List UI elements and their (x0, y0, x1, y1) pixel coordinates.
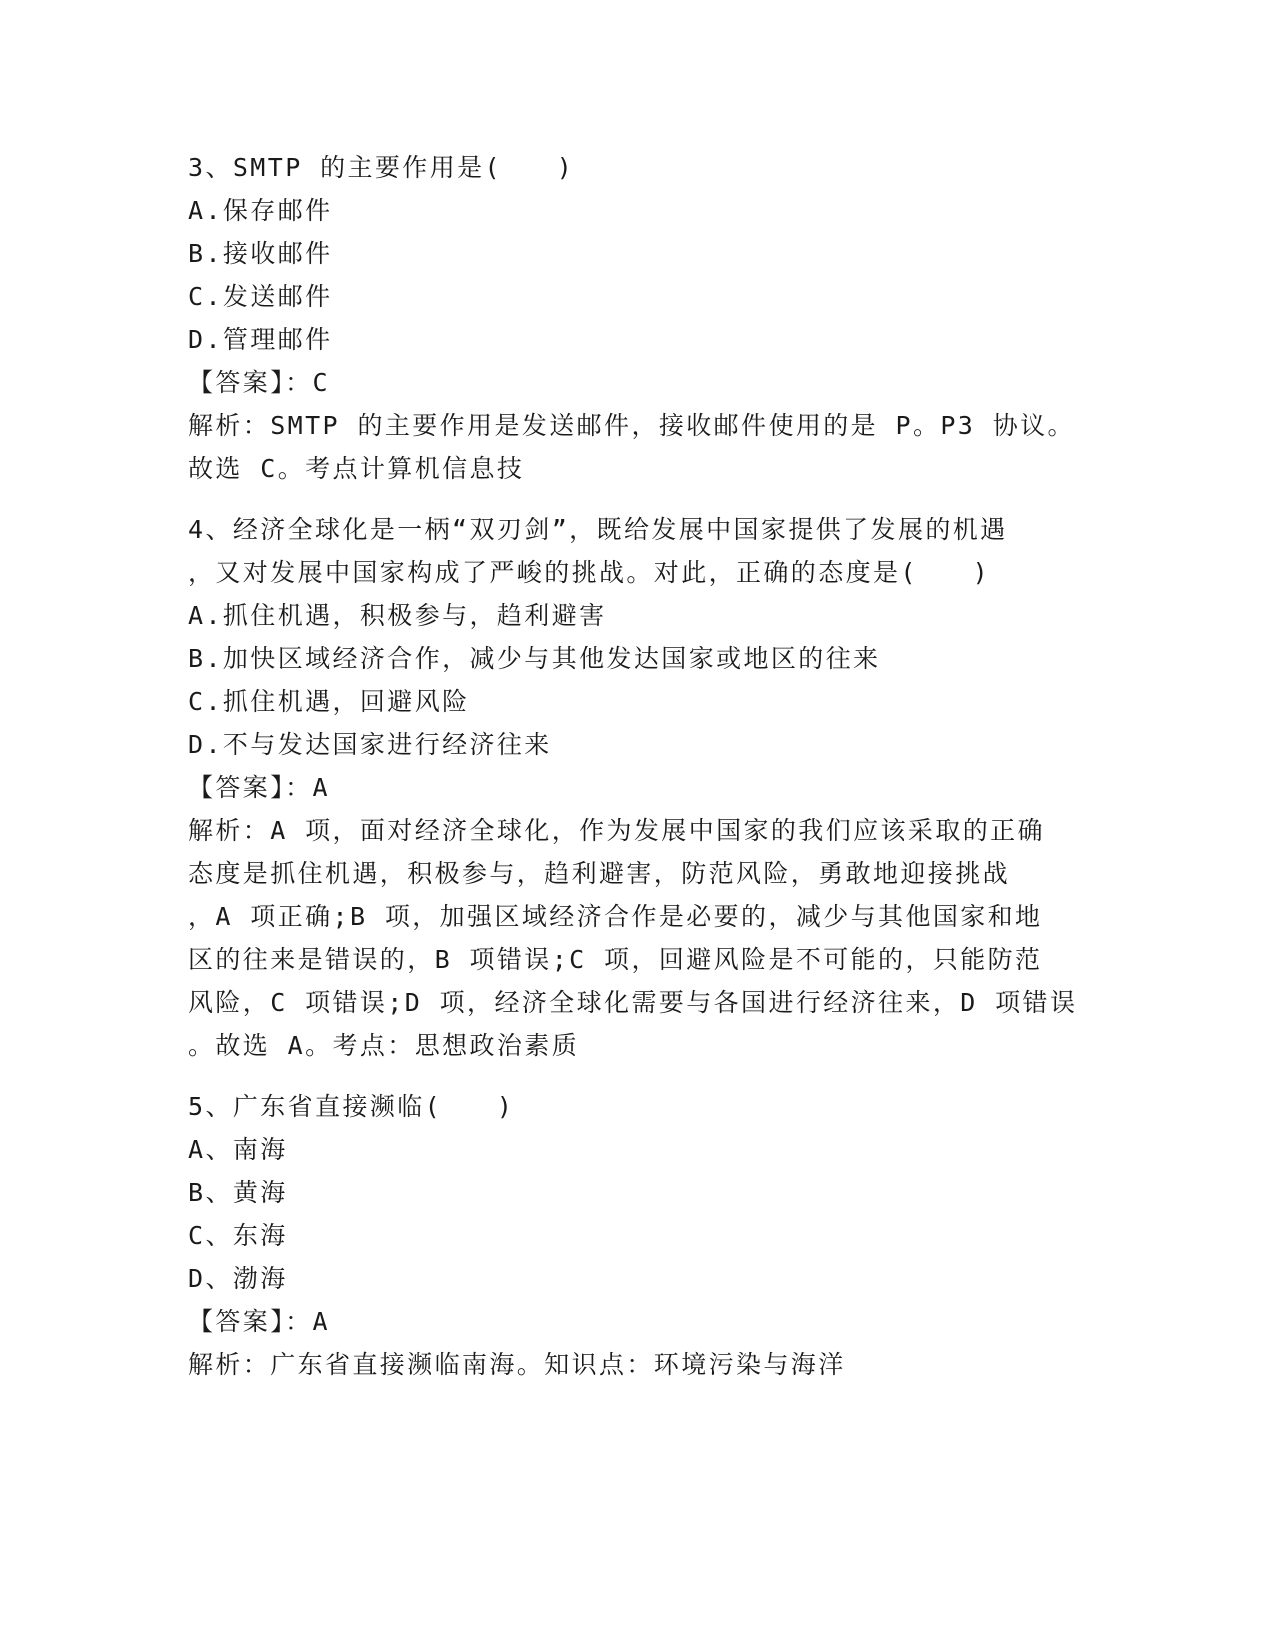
option-b: B.接收邮件 (188, 239, 333, 268)
option-d: D、渤海 (188, 1264, 288, 1293)
analysis-line: 故选 C。考点计算机信息技 (188, 454, 525, 483)
analysis-line: 区的往来是错误的，B 项错误;C 项，回避风险是不可能的，只能防范 (188, 945, 1043, 974)
analysis-line: 风险，C 项错误;D 项，经济全球化需要与各国进行经济往来，D 项错误 (188, 988, 1078, 1017)
analysis-line: ，A 项正确;B 项，加强区域经济合作是必要的，减少与其他国家和地 (188, 902, 1043, 931)
answer: 【答案】：A (188, 773, 330, 802)
analysis-line: 解析：SMTP 的主要作用是发送邮件，接收邮件使用的是 P。P3 协议。 (188, 411, 1075, 440)
option-b: B、黄海 (188, 1178, 288, 1207)
question-stem: 5、广东省直接濒临( ) (188, 1092, 515, 1121)
question-stem: 4、经济全球化是一柄“双刃剑”，既给发展中国家提供了发展的机遇 (188, 515, 1008, 544)
analysis-line: 解析：A 项，面对经济全球化，作为发展中国家的我们应该采取的正确 (188, 816, 1045, 845)
question-4 (188, 508, 1088, 1067)
option-b: B.加快区域经济合作，减少与其他发达国家或地区的往来 (188, 644, 881, 673)
analysis-line: 解析：广东省直接濒临南海。知识点：环境污染与海洋 (188, 1350, 846, 1379)
option-d: D.不与发达国家进行经济往来 (188, 730, 552, 759)
question-stem: ，又对发展中国家构成了严峻的挑战。对此，正确的态度是( ) (188, 558, 991, 587)
question-stem: 3、SMTP 的主要作用是( ) (188, 153, 575, 182)
analysis-line: 。故选 A。考点：思想政治素质 (188, 1031, 580, 1060)
analysis-line: 态度是抓住机遇，积极参与，趋利避害，防范风险，勇敢地迎接挑战 (188, 859, 1011, 888)
option-c: C、东海 (188, 1221, 288, 1250)
answer: 【答案】：C (188, 368, 330, 397)
question-3 (188, 146, 1088, 490)
option-d: D.管理邮件 (188, 325, 333, 354)
option-c: C.发送邮件 (188, 282, 333, 311)
answer: 【答案】：A (188, 1307, 330, 1336)
option-a: A.保存邮件 (188, 196, 333, 225)
document-page (188, 146, 1088, 1386)
question-5 (188, 1085, 1088, 1386)
option-a: A.抓住机遇，积极参与，趋利避害 (188, 601, 607, 630)
option-c: C.抓住机遇，回避风险 (188, 687, 470, 716)
option-a: A、南海 (188, 1135, 288, 1164)
